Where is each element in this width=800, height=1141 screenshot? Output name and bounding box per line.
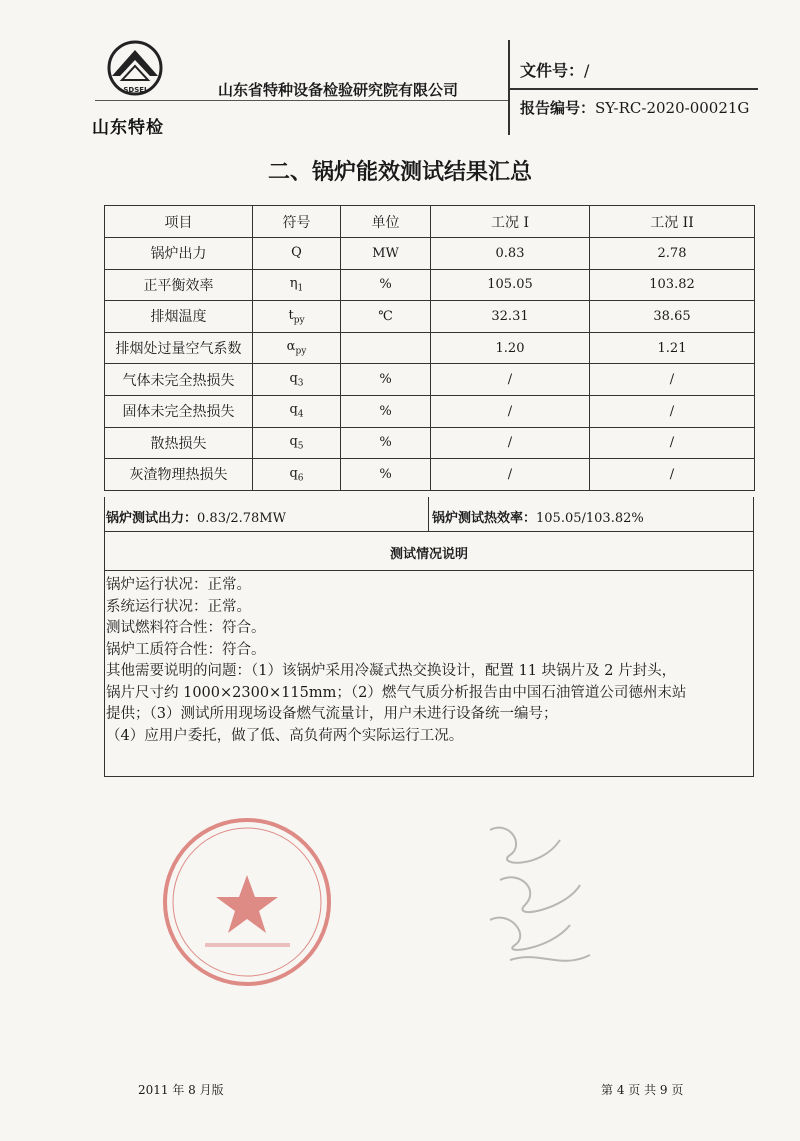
cell-item: 固体未完全热损失 — [105, 395, 253, 427]
cell-item: 排烟温度 — [105, 301, 253, 333]
cell-symbol — [253, 238, 341, 270]
cell-symbol — [253, 269, 341, 301]
header-condition-2: 工况 II — [590, 206, 755, 238]
cell-unit: MW — [341, 238, 431, 270]
note-line: 锅片尺寸约 1000×2300×115mm；（2）燃气气质分析报告由中国石油管道公司德州末站 — [106, 684, 687, 701]
cell-unit: % — [341, 459, 431, 491]
note-line: （4）应用户委托，做了低、高负荷两个实际运行工况。 — [106, 727, 464, 744]
symbol-base: η — [289, 276, 298, 292]
logo-chinese-name: 山东特检 — [92, 118, 164, 138]
test-output-label: 锅炉测试出力： — [106, 511, 198, 526]
table-row — [105, 332, 755, 364]
table-row — [105, 269, 755, 301]
cell-item: 锅炉出力 — [105, 238, 253, 270]
cell-item: 散热损失 — [105, 427, 253, 459]
symbol-base: α — [286, 339, 296, 355]
cell-symbol — [253, 301, 341, 333]
report-number — [520, 97, 749, 118]
test-output — [106, 507, 286, 526]
cell-symbol — [253, 459, 341, 491]
cell-condition-1: / — [431, 459, 590, 491]
table-header-row — [105, 206, 755, 238]
table-row — [105, 364, 755, 396]
symbol-base: q — [289, 402, 298, 418]
symbol-base: q — [289, 434, 298, 450]
cell-unit: % — [341, 395, 431, 427]
signature-marks — [470, 810, 740, 980]
cell-condition-1: / — [431, 364, 590, 396]
logo-text: SDSEI — [123, 86, 147, 94]
symbol-subscript: 3 — [297, 378, 304, 389]
table-row — [105, 301, 755, 333]
note-line: 系统运行状况：正常。 — [106, 598, 251, 615]
note-line: 提供；（3）测试所用现场设备燃气流量计，用户未进行设备统一编号； — [106, 706, 558, 722]
table-row — [105, 427, 755, 459]
cell-item: 灰渣物理热损失 — [105, 459, 253, 491]
notes-title-divider — [104, 570, 754, 571]
cell-condition-1: 32.31 — [431, 301, 590, 333]
test-efficiency — [432, 507, 644, 526]
symbol-subscript: 5 — [297, 441, 304, 452]
symbol-base: q — [289, 370, 298, 386]
official-seal-stamp — [160, 815, 335, 990]
header-condition-1: 工况 I — [431, 206, 590, 238]
cell-condition-2: / — [590, 459, 755, 491]
symbol-base: q — [289, 465, 298, 481]
report-number-value: SY-RC-2020-00021G — [595, 99, 750, 117]
cell-condition-2: / — [590, 364, 755, 396]
cell-item: 排烟处过量空气系数 — [105, 332, 253, 364]
cell-item: 气体未完全热损失 — [105, 364, 253, 396]
cell-symbol — [253, 395, 341, 427]
header-divider-horizontal — [508, 88, 758, 90]
symbol-subscript: py — [295, 346, 307, 357]
results-table — [104, 205, 755, 491]
note-line: 锅炉工质符合性：符合。 — [106, 641, 266, 658]
cell-condition-1: 0.83 — [431, 238, 590, 270]
cell-unit: % — [341, 269, 431, 301]
notes-title: 测试情况说明 — [389, 547, 468, 562]
symbol-subscript: 1 — [297, 283, 304, 294]
file-number-value: / — [584, 61, 590, 80]
cell-condition-2: 1.21 — [590, 332, 755, 364]
cell-unit: % — [341, 364, 431, 396]
cell-condition-1: / — [431, 395, 590, 427]
header-item: 项目 — [105, 206, 253, 238]
summary-divider — [428, 497, 429, 531]
table-row — [105, 459, 755, 491]
symbol-subscript: 4 — [297, 410, 304, 421]
table-row — [105, 395, 755, 427]
cell-item: 正平衡效率 — [105, 269, 253, 301]
organization-name: 山东省特种设备检验研究院有限公司 — [218, 81, 459, 99]
header-underline — [95, 100, 508, 101]
cell-symbol — [253, 427, 341, 459]
cell-symbol — [253, 364, 341, 396]
note-line: 锅炉运行状况：正常。 — [106, 577, 251, 593]
edition-note: 2011 年 8 月版 — [138, 1083, 224, 1097]
page-title: 二、锅炉能效测试结果汇总 — [267, 160, 532, 185]
symbol-subscript: 6 — [297, 473, 304, 484]
test-output-value: 0.83/2.78MW — [197, 511, 286, 526]
header-unit: 单位 — [341, 206, 431, 238]
cell-unit — [341, 332, 431, 364]
cell-condition-2: / — [590, 395, 755, 427]
cell-condition-2: / — [590, 427, 755, 459]
cell-condition-2: 2.78 — [590, 238, 755, 270]
sdsei-logo — [100, 40, 170, 100]
cell-condition-2: 38.65 — [590, 301, 755, 333]
report-number-label: 报告编号： — [520, 99, 596, 117]
cell-condition-2: 103.82 — [590, 269, 755, 301]
symbol-subscript: py — [293, 315, 305, 326]
file-number — [520, 58, 589, 81]
symbol-base: Q — [291, 244, 302, 260]
note-line: 测试燃料符合性：符合。 — [106, 620, 266, 636]
cell-unit: % — [341, 427, 431, 459]
note-line: 其他需要说明的问题：（1）该锅炉采用冷凝式热交换设计，配置 11 块锅片及 2 片封头， — [106, 663, 677, 679]
notes-body — [106, 575, 751, 747]
cell-condition-1: 105.05 — [431, 269, 590, 301]
table-row — [105, 238, 755, 270]
test-efficiency-label: 锅炉测试热效率： — [432, 511, 537, 526]
header-symbol: 符号 — [253, 206, 341, 238]
cell-condition-1: / — [431, 427, 590, 459]
symbol-base: t — [288, 307, 294, 323]
page-number: 第 4 页 共 9 页 — [601, 1083, 684, 1097]
cell-symbol — [253, 332, 341, 364]
file-number-label: 文件号： — [520, 61, 585, 80]
cell-unit: ℃ — [341, 301, 431, 333]
test-efficiency-value: 105.05/103.82% — [536, 511, 644, 526]
cell-condition-1: 1.20 — [431, 332, 590, 364]
